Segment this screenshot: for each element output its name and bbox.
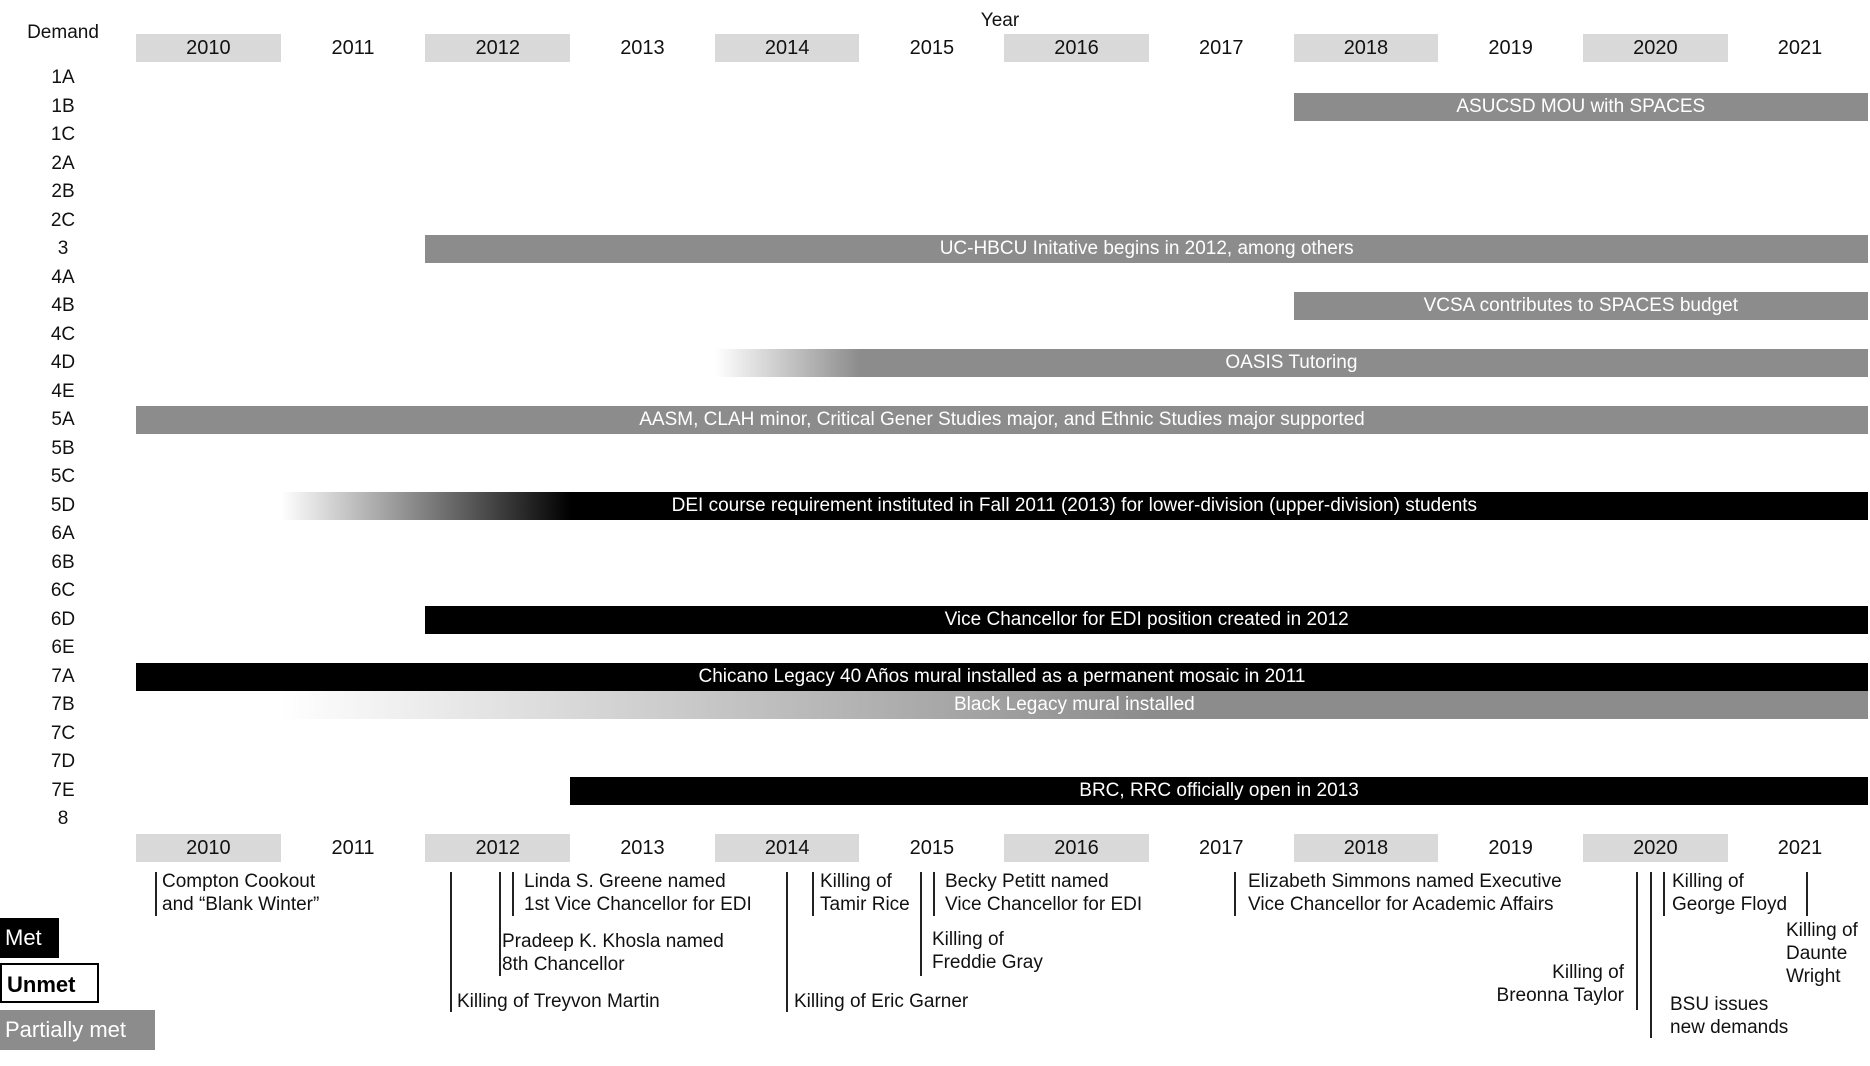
bar-5d [281,492,1868,520]
year-tick-top-2021: 2021 [1777,37,1823,59]
chart-title: Year [980,10,1020,31]
event-marker [1650,872,1652,1038]
year-tick-bottom-2016: 2016 [1004,834,1149,862]
legend-unmet: Unmet [0,963,99,1003]
demand-label-4b: 4B [51,295,75,316]
bar-label-7e: BRC, RRC officially open in 2013 [1079,779,1359,801]
event-label: BSU issues new demands [1670,994,1789,1038]
bar-3 [425,235,1868,263]
year-tick-bottom-2020: 2020 [1583,834,1728,862]
year-tick-bottom-2017: 2017 [1198,837,1244,859]
demand-label-2a: 2A [51,152,75,174]
event-label: Killing of George Floyd [1672,871,1788,915]
demand-label-7c: 7C [50,722,76,744]
demand-label-5a: 5A [51,409,75,430]
year-tick-bottom-2021: 2021 [1777,837,1823,859]
year-tick-top-2020: 2020 [1583,34,1728,62]
event-marker [1806,872,1808,916]
demand-label-3: 3 [57,238,69,259]
demand-label-1a: 1A [51,67,75,88]
bar-label-7b: Black Legacy mural installed [953,694,1195,715]
event-marker [786,872,788,1012]
year-tick-bottom-2011: 2011 [331,837,375,859]
legend-met: Met [0,918,59,958]
event-marker [812,872,814,916]
bar-label-6d: Vice Chancellor for EDI position created in 2012 [944,608,1349,630]
year-tick-bottom-2015: 2015 [909,837,955,859]
demand-label-1b: 1B [51,95,75,117]
event-marker [1636,872,1638,1010]
bar-7e [570,777,1868,805]
demand-label-6e: 6E [51,637,75,658]
demand-label-2b: 2B [51,181,75,202]
event-label: Killing of Tamir Rice [820,871,910,915]
year-tick-bottom-2014: 2014 [715,834,860,862]
event-label: Killing of Freddie Gray [932,929,1043,973]
bar-4d [715,349,1868,377]
event-label: Pradeep K. Khosla named 8th Chancellor [502,931,724,975]
year-tick-top-2015: 2015 [909,37,955,59]
year-tick-top-2013: 2013 [620,37,665,59]
year-tick-bottom-2019: 2019 [1488,837,1533,859]
bar-1b [1294,93,1868,121]
event-marker [512,872,514,916]
demand-label-6b: 6B [51,551,75,573]
year-tick-top-2012: 2012 [425,34,570,62]
event-marker [920,872,922,976]
event-marker [1663,872,1665,916]
demand-label-5c: 5C [50,466,76,487]
demand-label-6c: 6C [50,580,76,601]
year-tick-top-2019: 2019 [1488,37,1533,59]
event-marker [450,872,452,1012]
demand-label-7e: 7E [51,779,75,801]
event-marker [499,872,501,976]
demand-label-6a: 6A [51,523,75,544]
demand-label-4e: 4E [51,380,75,402]
event-label: Killing of Daunte Wright [1786,920,1858,987]
event-label: Killing of Breonna Taylor [1496,962,1624,1006]
year-tick-bottom-2012: 2012 [425,834,570,862]
year-tick-top-2016: 2016 [1004,34,1149,62]
bar-label-7a: Chicano Legacy 40 Años mural installed as a permanent mosaic in 2011 [698,665,1306,687]
demand-label-5b: 5B [51,437,75,459]
year-tick-top-2011: 2011 [331,37,375,59]
year-tick-bottom-2010: 2010 [136,834,281,862]
event-label: Killing of Treyvon Martin [457,991,660,1012]
event-label: Compton Cookout and “Blank Winter” [162,871,320,915]
demand-label-4d: 4D [50,352,76,373]
bar-7a [136,663,1868,691]
bar-7b [281,691,1868,719]
year-tick-top-2017: 2017 [1198,37,1244,59]
year-tick-top-2010: 2010 [136,34,281,62]
bar-label-5d: DEI course requirement instituted in Fall 2011 (2013) for lower-division (upper-division) students [671,494,1478,516]
year-tick-bottom-2013: 2013 [620,837,665,859]
bar-label-3: UC-HBCU Initative begins in 2012, among others [939,238,1354,259]
bar-5a [136,406,1868,434]
demand-label-7d: 7D [50,751,76,772]
y-axis-title: Demand [27,22,99,43]
bar-label-4b: VCSA contributes to SPACES budget [1423,295,1738,316]
event-label: Becky Petitt named Vice Chancellor for EDI [945,871,1143,915]
bar-label-4d: OASIS Tutoring [1225,352,1358,373]
event-marker [155,872,157,916]
demand-label-6d: 6D [50,608,76,630]
year-tick-top-2014: 2014 [715,34,860,62]
demand-label-7b: 7B [51,694,75,715]
demand-label-1c: 1C [50,124,76,145]
demand-label-2c: 2C [50,209,76,231]
legend-partially-met: Partially met [0,1010,155,1050]
demand-label-8: 8 [57,808,69,829]
event-label: Linda S. Greene named 1st Vice Chancellor for EDI [524,871,752,915]
bar-label-1b: ASUCSD MOU with SPACES [1456,95,1706,117]
bar-6d [425,606,1868,634]
demand-label-5d: 5D [50,494,76,516]
year-tick-top-2018: 2018 [1294,34,1439,62]
event-label: Killing of Eric Garner [794,991,969,1012]
event-marker [933,872,935,916]
event-marker [1234,872,1236,916]
bar-4b [1294,292,1868,320]
bar-label-5a: AASM, CLAH minor, Critical Gener Studies major, and Ethnic Studies major supported [639,409,1365,430]
demand-label-4a: 4A [51,266,75,288]
year-tick-bottom-2018: 2018 [1294,834,1439,862]
demand-label-7a: 7A [51,665,75,687]
event-label: Elizabeth Simmons named Executive Vice Chancellor for Academic Affairs [1248,871,1562,915]
demand-label-4c: 4C [50,323,76,345]
